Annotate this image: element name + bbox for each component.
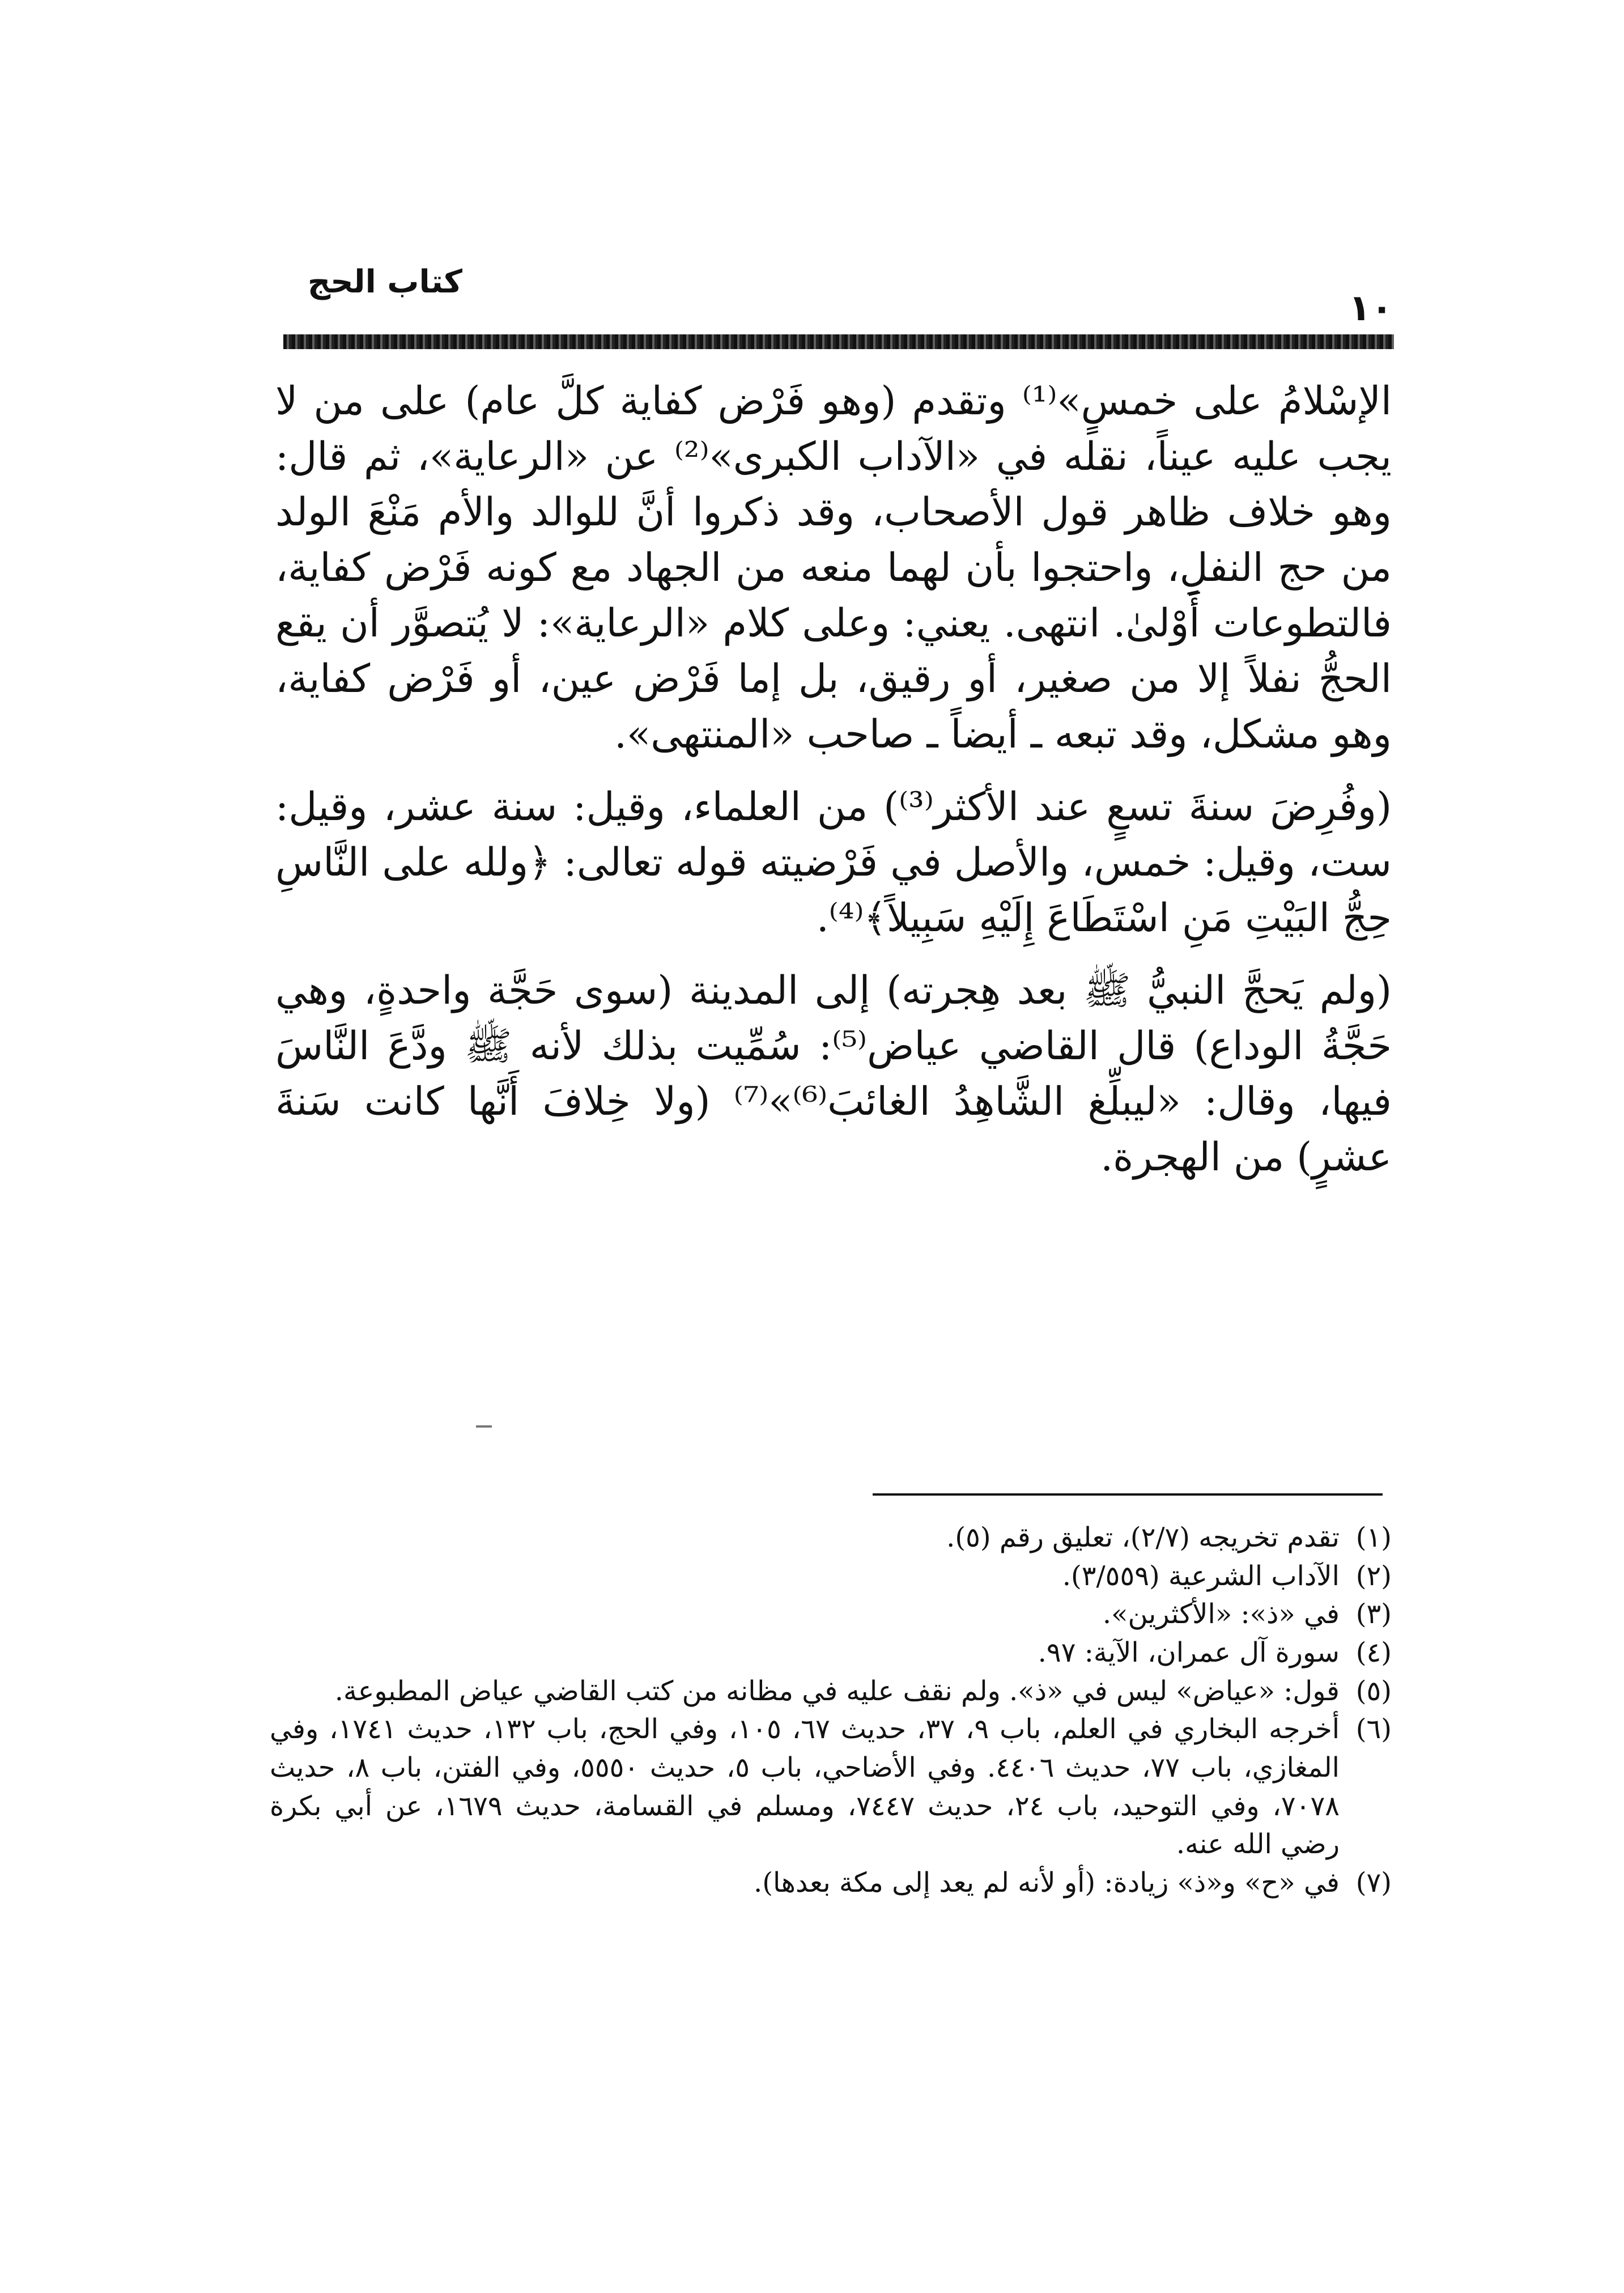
footnote-4 <box>270 1634 1392 1672</box>
footnote-mark: (٤) <box>1355 1637 1392 1669</box>
footnote-mark: (٧) <box>1355 1867 1392 1899</box>
footnote-3 <box>270 1595 1392 1634</box>
footnote-mark: (٥) <box>1355 1675 1392 1707</box>
page-number: ١٠ <box>1349 287 1393 329</box>
small-dash-mark <box>476 1425 492 1428</box>
footnotes <box>270 1519 1392 1903</box>
footnote-1 <box>270 1519 1392 1557</box>
paragraph-1: الإسْلامُ على خمسٍ»⁽¹⁾ وتقدم (وهو فَرْض كفاية كلَّ عام) على من لا يجب عليه عيناً، نقله في «الآداب الكبرى»⁽²⁾ عن «الرعاية»، ثم قال: وهو خلاف ظاهر قول الأصحاب، وقد ذكروا أنَّ للوالد والأم مَنْعَ الولد من حج النفلِ، واحتجوا بأن لهما منعه من الجهاد مع كونه فَرْض كفاية، فالتطوعات أَوْلىٰ. انتهى. يعني: وعلى كلام «الرعاية»: لا يُتصوَّر أن يقع الحجُّ نفلاً إلا من صغير، أو رقيق، بل إما فَرْض عين، أو فَرْض كفاية، وهو مشكل، وقد تبعه ـ أيضاً ـ صاحب «المنتهى». <box>275 379 1392 757</box>
footnote-text: قول: «عياض» ليس في «ذ». ولم نقف عليه في مظانه من كتب القاضي عياض المطبوعة. <box>334 1675 1340 1707</box>
footnote-mark: (٣) <box>1355 1598 1392 1630</box>
footnote-mark: (٢) <box>1355 1560 1392 1592</box>
footnote-text: سورة آل عمران، الآية: ٩٧. <box>1038 1637 1340 1669</box>
footnote-text: تقدم تخريجه (٢/٧)، تعليق رقم (٥). <box>946 1522 1340 1553</box>
footnote-rule <box>873 1493 1383 1496</box>
footnote-text: في «ح» و«ذ» زيادة: (أو لأنه لم يعد إلى مكة بعدها). <box>754 1867 1340 1899</box>
paragraph-2: (وفُرِضَ سنةَ تسعٍ عند الأكثر⁽³⁾) من العلماء، وقيل: سنة عشر، وقيل: ست، وقيل: خمس، والأصل في فَرْضيته قوله تعالى: ﴿ولله على النَّاسِ حِجُّ البَيْتِ مَنِ اسْتَطَاعَ إِلَيْهِ سَبِيلاً﴾⁽⁴⁾. <box>275 784 1392 941</box>
footnote-text: أخرجه البخاري في العلم، باب ٩، ٣٧، حديث ٦٧، ١٠٥، وفي الحج، باب ١٣٢، حديث ١٧٤١، وفي المغازي، باب ٧٧، حديث ٤٤٠٦. وفي الأضاحي، باب ٥، حديث ٥٥٥٠، وفي الفتن، باب ٨، حديث ٧٠٧٨، وفي التوحيد، باب ٢٤، حديث ٧٤٤٧، ومسلم في القسامة، حديث ١٦٧٩، عن أبي بكرة رضي الله عنه. <box>270 1713 1340 1861</box>
footnote-2 <box>270 1557 1392 1596</box>
footnote-7 <box>270 1864 1392 1903</box>
footnote-mark: (١) <box>1355 1522 1392 1553</box>
main-text <box>275 374 1392 1186</box>
footnote-text: في «ذ»: «الأكثرين». <box>1102 1598 1340 1630</box>
footnote-5 <box>270 1672 1392 1711</box>
footnote-text: الآداب الشرعية (٣/٥٥٩). <box>1062 1560 1340 1592</box>
footnote-mark: (٦) <box>1355 1713 1392 1746</box>
running-title: كتاب الحج <box>307 264 462 300</box>
footnote-6 <box>270 1710 1392 1864</box>
header-rule <box>283 334 1394 349</box>
paragraph-3: (ولم يَحجَّ النبيُّ ﷺ بعد هِجرته) إلى المدينة (سوى حَجَّة واحدةٍ، وهي حَجَّةُ الوداع) قال القاضي عياض⁽⁵⁾: سُمِّيت بذلك لأنه ﷺ ودَّعَ النَّاسَ فيها، وقال: «ليبلِّغ الشَّاهِدُ الغائبَ⁽⁶⁾»⁽⁷⁾ (ولا خِلافَ أَنَّها كانت سَنةَ عشرٍ) من الهجرة. <box>275 967 1392 1180</box>
